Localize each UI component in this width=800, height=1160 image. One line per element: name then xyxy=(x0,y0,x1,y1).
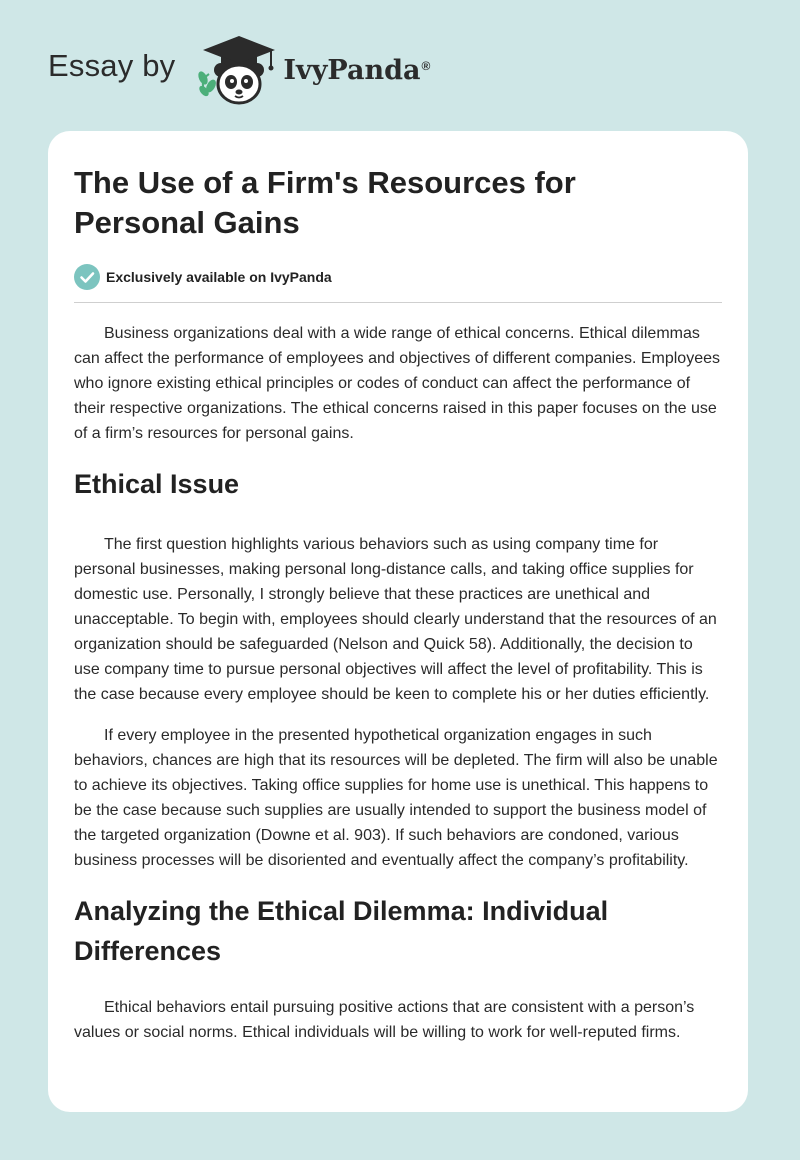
paragraph: If every employee in the presented hypothetical organization engages in such behaviors, chances are high that its resources will be depleted. The firm will also be unable to achieve its objectives. Taking office supplies for home use is unethical. This happens to be the case because such supplies are usually intended to support the business model of the targeted organization (Downe et al. 903). If such behaviors are condoned, various business processes will be disoriented and eventually affect the company’s profitability. xyxy=(74,727,718,869)
check-circle-icon xyxy=(74,264,100,290)
paragraph: The first question highlights various behaviors such as using company time for personal businesses, making personal long-distance calls, and taking office supplies for domestic use. Personally, I strongly believe that these practices are unethical and unacceptable. To begin with, employees should clearly understand that the resources of an organization should be safeguarded (Nelson and Quick 58). Additionally, the decision to use company time to pursue personal objectives will affect the level of profitability. This is the case because every employee should be keen to complete his or her duties efficiently. xyxy=(74,536,717,703)
paragraph: Ethical behaviors entail pursuing positive actions that are consistent with a person’s values or social norms. Ethical individuals will be willing to work for well-reputed firms. xyxy=(74,999,695,1041)
brand-name: IvyPanda® xyxy=(283,54,431,86)
exclusive-badge xyxy=(74,263,722,291)
brand-prefix: Essay by xyxy=(48,48,176,83)
exclusive-label: Exclusively available on IvyPanda xyxy=(106,269,332,285)
page-title: The Use of a Firm's Resources for Personal Gains xyxy=(74,165,576,240)
intro-paragraph: Business organizations deal with a wide range of ethical concerns. Ethical dilemmas can affect the performance of employees and objectives of different companies. Employees who ignore existing ethical principles or codes of conduct can affect the performance of their respective organizations. The ethical concerns raised in this paper focuses on the use of a firm’s resources for personal gains. xyxy=(74,325,720,442)
section-heading-ethical-issue: Ethical Issue xyxy=(74,469,240,499)
divider xyxy=(74,302,722,303)
panda-graduation-cap-icon xyxy=(191,28,283,108)
registered-mark: ® xyxy=(421,58,431,73)
brand-header xyxy=(48,28,430,108)
essay-card xyxy=(48,131,748,1112)
section-heading-individual-differences: Analyzing the Ethical Dilemma: Individual Differences xyxy=(74,896,609,966)
